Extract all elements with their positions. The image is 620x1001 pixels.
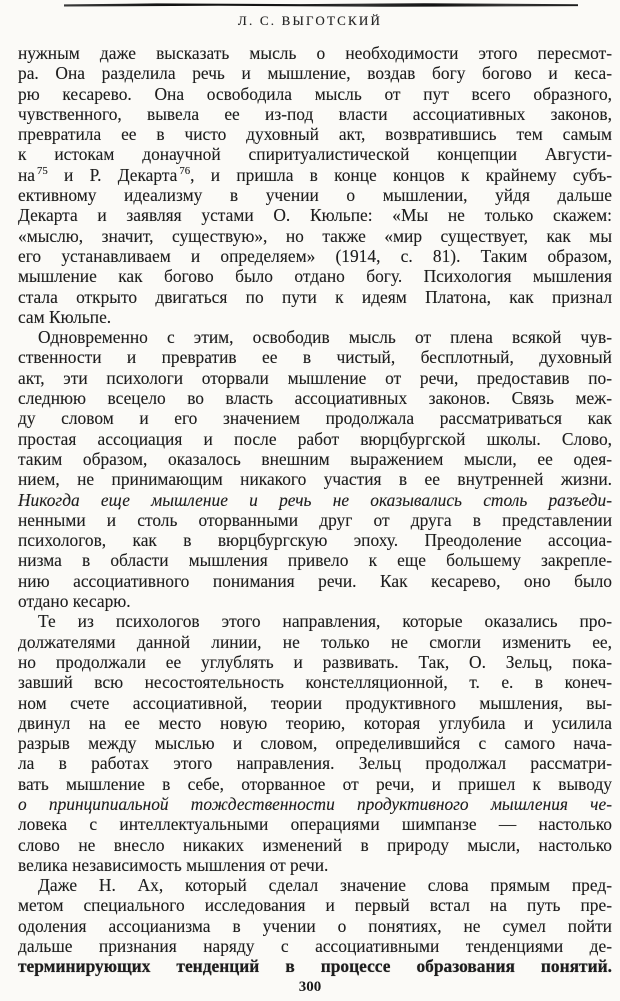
footnote-ref: 76 (179, 164, 191, 177)
text-line: но продолжали ее углублять и развивать. Так, О. Зельц, пока- (18, 651, 612, 672)
text-line: Одновременно с этим, освободив мысль от плена всякой чув- (38, 327, 612, 348)
text-line: метом специального исследования и первый встал на путь пре- (18, 895, 612, 916)
text-line: низма в области мышления привело к еще большему закрепле- (18, 550, 612, 571)
text-line: дальше признания наряду с ассоциативными тенденциями де- (18, 936, 612, 957)
text-line: следнюю всецело во власть ассоциативных законов. Связь меж- (18, 388, 612, 409)
text-line: простая ассоциация и после работ вюрцбургской школы. Слово, (18, 428, 612, 449)
text-line: акт, эти психологи оторвали мышление от речи, предоставив по- (18, 367, 612, 388)
text-line: психологов, как в вюрцбургскую эпоху. Преодоление ассоциа- (18, 530, 612, 551)
text-line: «мыслю, значит, существую», но также «мир существует, как мы (18, 225, 612, 246)
text-line: ду словом и его значением продолжала рассматриваться как (18, 408, 612, 429)
text-line: должателями данной линии, не только не смогли изменить ее, (18, 631, 612, 652)
text-line: нужным даже высказать мысль о необходимости этого пересмот- (18, 43, 612, 63)
page-number: 300 (298, 979, 322, 995)
text-line: ловека с интеллектуальными операциями шимпанзе — настолько (18, 814, 612, 835)
text-line: рю кесарево. Она освободила мысль от пут всего образного, (18, 83, 612, 104)
text-line: таким образом, оказалось внешним выражением мысли, ее одея- (18, 448, 612, 469)
footnote-ref: 75 (37, 164, 48, 177)
text-line: велика независимость мышления от речи. (18, 854, 329, 875)
text-line: терминирующих тенденций в процессе образования понятий. (18, 956, 612, 977)
header-rule (64, 3, 578, 7)
text-line: мышление как богово было отдано богу. Психология мышления (18, 266, 612, 287)
text-line: слово не внесло никаких изменений в природу мысли, настолько (18, 834, 612, 855)
body-text (18, 43, 612, 977)
text-line: отдано кесарю. (18, 591, 131, 612)
text-line: ном счете ассоциативной, теории продуктивного мышления, вы- (18, 692, 612, 713)
text-line: двинул на ее место новую теорию, которая углубила и усилила (18, 712, 612, 733)
text-line: стала открыто двигаться по пути к идеям Платона, как признал (18, 286, 612, 307)
text-line: к истокам донаучной спиритуалистической концепции Августи- (18, 144, 612, 165)
text-line: ективному идеализму в учении о мышлении, уйдя дальше (18, 185, 612, 206)
text-line: о принципиальной тождественности продуктивного мышления че- (18, 793, 612, 814)
text-line: его устанавливаем и определяем» (1914, с. 81). Таким образом, (18, 245, 612, 266)
text-line: нием, не принимающим никакого участия в ее внутренней жизни. (18, 469, 612, 490)
text-line: Даже Н. Ах, который сделал значение слова прямым пред- (38, 875, 612, 896)
text-line: Те из психологов этого направления, которые оказались про- (38, 611, 612, 632)
text-line: нию ассоциативного понимания речи. Как кесарево, оно было (18, 570, 612, 591)
running-header-title: Л. С. ВЫГОТСКИЙ (237, 13, 383, 28)
text-line: вать мышление в себе, оторванное от речи, и пришел к выводу (18, 773, 612, 794)
text-line: Декарта и заявляя устами О. Кюльпе: «Мы не только скажем: (18, 205, 612, 226)
text-line: завший всю несостоятельность констелляционной, т. е. в конеч- (18, 672, 612, 693)
text-line: на $^{75}$ и Р. Декарта $^{76}$, и пришла в конце концов к крайнему субъ- (18, 164, 613, 185)
text-line: ра. Она разделила речь и мышление, воздав богу богово и кеса- (18, 63, 612, 84)
text-line: Никогда еще мышление и речь не оказывались столь разъеди- (18, 489, 612, 510)
text-line: превратила ее в чисто духовный акт, возвратившись тем самым (18, 124, 612, 145)
text-line: сам Кюльпе. (18, 306, 112, 327)
text-line: ственности и превратив ее в чистый, бесплотный, духовный (18, 347, 612, 368)
text-line: ненными и столь оторванными друг от друга в представлении (18, 509, 612, 530)
text-line: разрыв между мыслью и словом, определившийся с самого нача- (18, 733, 612, 754)
text-line: чувственного, вывела ее из-под власти ассоциативных законов, (18, 103, 612, 124)
text-line: одоления ассоцианизма в учении о понятиях, не сумел пойти (18, 915, 612, 936)
text-line: ла в работах этого направления. Зельц продолжал рассматри- (18, 753, 612, 774)
